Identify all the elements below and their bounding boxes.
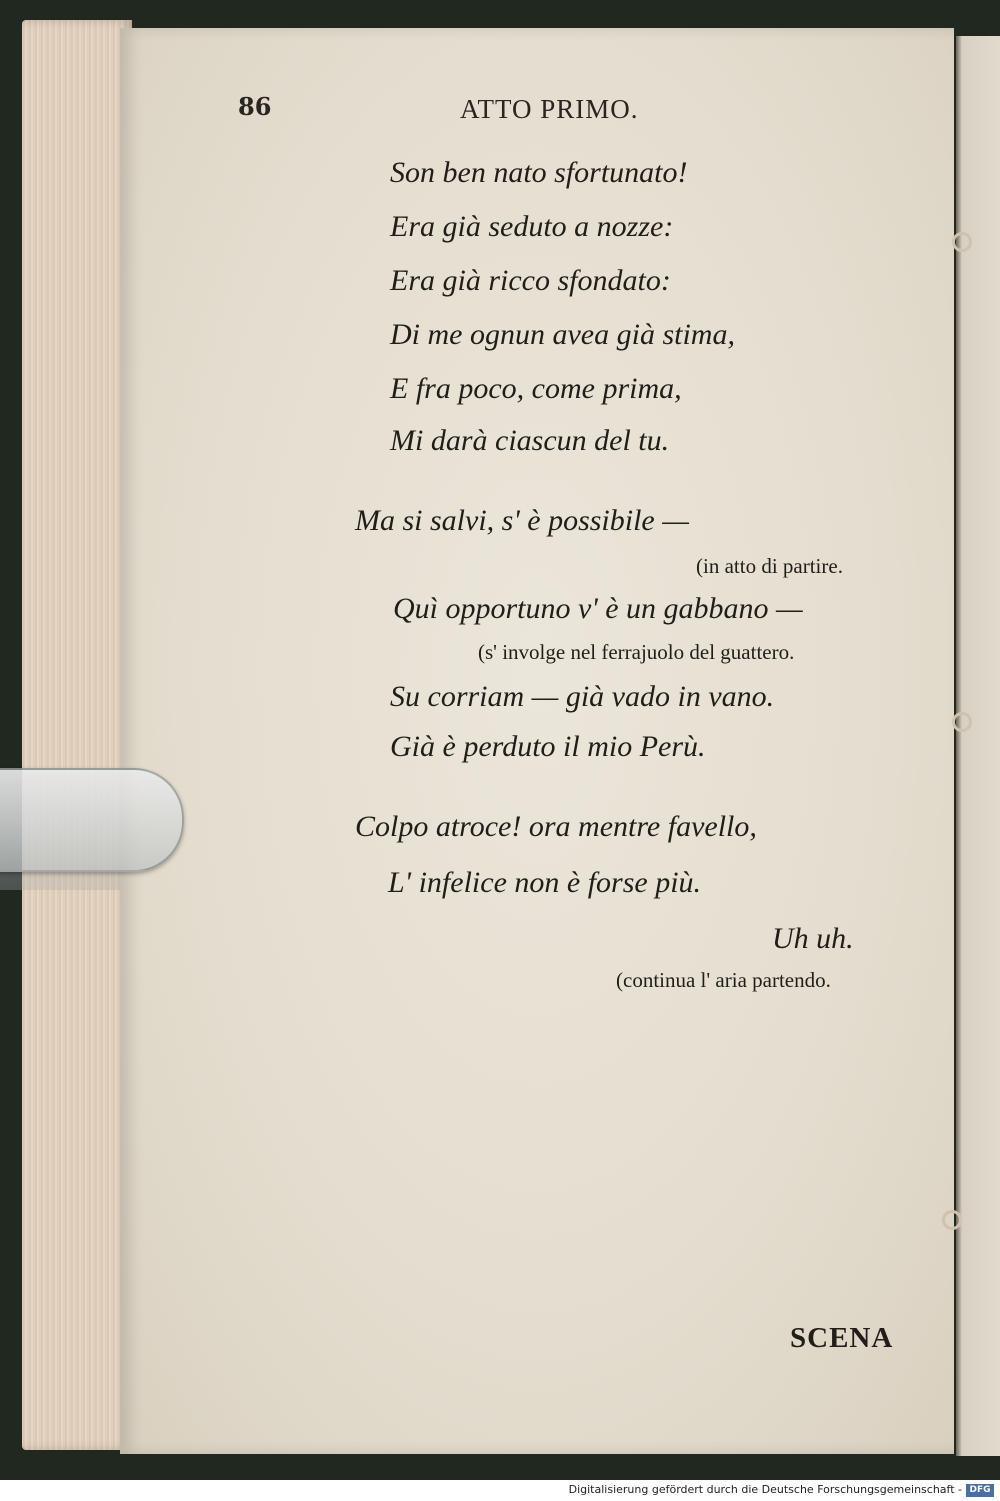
- verse-line: Colpo atroce! ora mentre favello,: [355, 810, 757, 843]
- funding-note: Digitalisierung gefördert durch die Deutsche Forschungsgemeinschaft -: [568, 1483, 962, 1496]
- stage-direction: (continua l' aria partendo.: [616, 968, 831, 992]
- page-number: 86: [238, 92, 272, 121]
- dfg-logo: DFG: [966, 1484, 994, 1497]
- verse-line: L' infelice non è forse più.: [388, 866, 702, 899]
- footer-bar: [0, 1480, 1000, 1501]
- verse-line: Son ben nato sfortunato!: [390, 156, 688, 189]
- verse-line: Di me ognun avea già stima,: [390, 318, 735, 351]
- catchword: SCENA: [790, 1322, 894, 1354]
- verse-line: E fra poco, come prima,: [390, 372, 682, 405]
- stage-direction: (s' involge nel ferrajuolo del guattero.: [478, 640, 795, 664]
- verse-line: Ma si salvi, s' è possibile —: [355, 504, 689, 537]
- verse-line: Uh uh.: [772, 922, 854, 955]
- binding-stitch: [942, 1210, 962, 1230]
- binding-stitch: [952, 712, 972, 732]
- verse-line: Quì opportuno v' è un gabbano —: [393, 592, 803, 625]
- page-holder-clip: [0, 768, 184, 872]
- stage-direction: (in atto di partire.: [696, 554, 843, 578]
- page-edges: [22, 20, 132, 1450]
- verse-line: Mi darà ciascun del tu.: [390, 424, 670, 457]
- verse-line: Era già ricco sfondato:: [390, 264, 671, 297]
- verse-line: Era già seduto a nozze:: [390, 210, 674, 243]
- verse-line: Già è perduto il mio Perù.: [390, 730, 706, 763]
- verse-line: Su corriam — già vado in vano.: [390, 680, 775, 713]
- running-head: ATTO PRIMO.: [460, 94, 639, 124]
- binding-stitch: [952, 232, 972, 252]
